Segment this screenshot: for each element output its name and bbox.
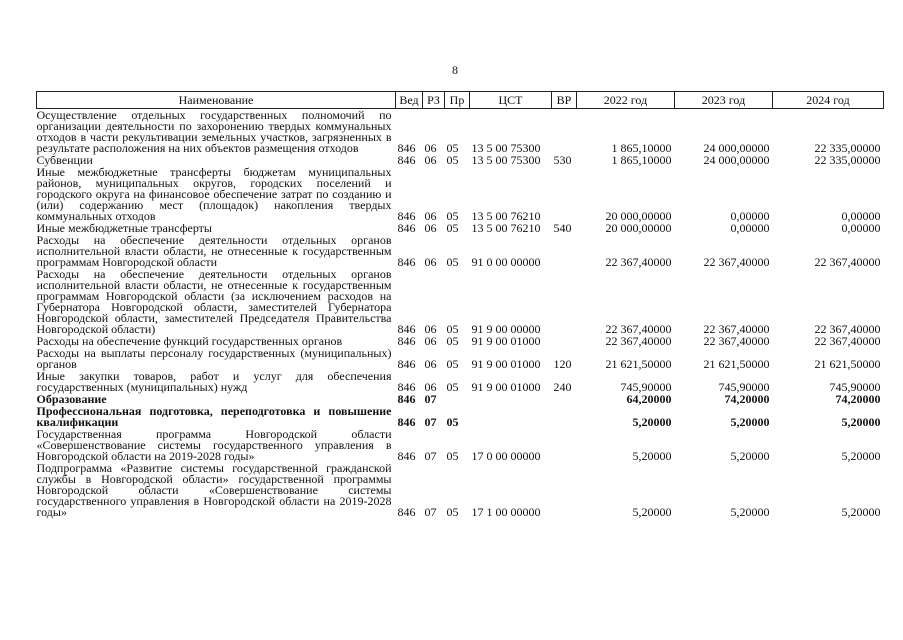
row-ved: 846 [397,505,416,519]
row-pr: 05 [446,209,459,223]
row-amount-2023: 24 000,00000 [703,153,770,167]
row-name: Иные закупки товаров, работ и услуг для обеспечения государственных (муниципальных) нужд [36,369,392,394]
table-body [37,109,884,519]
row-amount-2022: 20 000,00000 [605,209,672,223]
header-ved: Вед [396,92,423,109]
table-row [37,166,884,222]
header-pr: Пр [445,92,470,109]
row-vr [552,268,577,335]
row-ved: 846 [397,380,416,394]
row-vr: 240 [553,380,572,394]
row-name: Образование [36,392,107,406]
header-vr: ВР [552,92,577,109]
row-cst: 91 9 00 01000 [471,357,541,371]
table-row [37,109,884,155]
row-amount-2024: 5,20000 [841,505,881,519]
row-ved: 846 [397,415,416,429]
row-amount-2024: 22 335,00000 [814,153,881,167]
row-cst: 17 0 00 00000 [471,449,541,463]
row-vr [552,405,577,428]
row-pr: 05 [446,141,459,155]
row-amount-2022: 1 865,10000 [611,141,672,155]
row-cst: 91 9 00 01000 [471,380,541,394]
row-ved: 846 [397,153,416,167]
row-pr: 05 [446,380,459,394]
row-amount-2024: 5,20000 [841,449,881,463]
row-amount-2023: 745,90000 [718,380,770,394]
row-amount-2024: 22 367,40000 [814,255,881,269]
row-amount-2023: 5,20000 [730,449,770,463]
row-amount-2024: 22 367,40000 [814,334,881,348]
row-ved: 846 [397,334,416,348]
table-row [37,405,884,428]
row-rz: 07 [424,392,437,406]
row-amount-2022: 1 865,10000 [611,153,672,167]
row-pr: 05 [446,255,459,269]
row-name: Профессиональная подготовка, переподготовка и повышение квалификации [36,404,392,429]
row-cst: 13 5 00 76210 [471,209,541,223]
row-cst [470,393,552,405]
row-amount-2022: 20 000,00000 [605,221,672,235]
row-amount-2022: 5,20000 [632,415,672,429]
row-ved: 846 [397,221,416,235]
row-vr [552,166,577,222]
row-vr: 530 [553,153,572,167]
row-pr: 05 [446,322,459,336]
row-ved: 846 [397,209,416,223]
row-pr: 05 [446,153,459,167]
row-rz: 06 [424,322,437,336]
row-vr [552,462,577,518]
row-ved: 846 [397,141,416,155]
row-amount-2022: 5,20000 [632,449,672,463]
row-rz: 06 [424,255,437,269]
row-amount-2022: 64,20000 [626,392,672,406]
row-amount-2023: 22 367,40000 [703,255,770,269]
row-cst: 13 5 00 76210 [471,221,541,235]
row-name: Иные межбюджетные трансферты бюджетам муниципальных районов, муниципальных округов, городских поселений и городского округа на финансовое обеспечение затрат по созданию и (или) содержанию мест (площадок) накопления твердых коммунальных отходов [36,165,392,223]
budget-table [36,91,884,518]
row-vr: 540 [553,221,572,235]
row-vr [552,109,577,155]
row-amount-2023: 22 367,40000 [703,334,770,348]
row-pr: 05 [446,334,459,348]
header-rz: РЗ [423,92,445,109]
row-rz: 06 [424,221,437,235]
row-rz: 06 [424,153,437,167]
row-vr: 120 [553,357,572,371]
row-amount-2022: 22 367,40000 [605,334,672,348]
table-header [37,92,884,109]
row-ved: 846 [397,449,416,463]
row-pr: 05 [446,449,459,463]
row-cst [470,405,552,428]
row-cst: 13 5 00 75300 [471,153,541,167]
row-pr [445,393,470,405]
row-vr [552,234,577,268]
row-amount-2024: 22 335,00000 [814,141,881,155]
row-amount-2023: 24 000,00000 [703,141,770,155]
header-2022: 2022 год [577,92,675,109]
row-name: Расходы на обеспечение функций государственных органов [36,334,343,348]
table-row [37,268,884,335]
row-rz: 06 [424,334,437,348]
row-amount-2023: 21 621,50000 [703,357,770,371]
row-name: Иные межбюджетные трансферты [36,221,212,235]
table-row [37,462,884,518]
row-amount-2022: 22 367,40000 [605,322,672,336]
row-amount-2024: 0,00000 [841,209,881,223]
row-pr: 05 [446,357,459,371]
header-name: Наименование [37,92,396,109]
row-rz: 07 [424,449,437,463]
row-amount-2023: 5,20000 [730,505,770,519]
row-name: Расходы на выплаты персоналу государственных (муниципальных) органов [36,346,392,371]
row-amount-2022: 745,90000 [620,380,672,394]
row-name: Государственная программа Новгородской области «Совершенствование системы государственного управления в Новгородской области на 2019-2028 годы» [36,427,392,463]
row-amount-2024: 5,20000 [841,415,881,429]
row-rz: 07 [424,415,437,429]
row-vr [552,393,577,405]
row-pr: 05 [446,221,459,235]
row-cst: 17 1 00 00000 [471,505,541,519]
row-amount-2024: 22 367,40000 [814,322,881,336]
row-pr: 05 [446,415,459,429]
row-name: Расходы на обеспечение деятельности отдельных органов исполнительной власти области, не отнесенные к государственным программам Новгородской области (за исключением расходов на Губернатора Новгородской области, заместителей Губернатора Новгородской области, заместителей Председателя Правительства Новгородской области) [36,267,392,336]
row-ved: 846 [397,322,416,336]
row-amount-2023: 0,00000 [730,221,770,235]
row-amount-2024: 74,20000 [835,392,881,406]
row-ved: 846 [397,255,416,269]
row-amount-2022: 21 621,50000 [605,357,672,371]
row-amount-2023: 0,00000 [730,209,770,223]
row-amount-2024: 745,90000 [829,380,881,394]
row-ved: 846 [397,392,416,406]
row-cst: 91 9 00 00000 [471,322,541,336]
row-rz: 06 [424,209,437,223]
row-amount-2023: 22 367,40000 [703,322,770,336]
row-name: Расходы на обеспечение деятельности отдельных органов исполнительной власти области, не отнесенные к государственным программам Новгородской области [36,233,392,269]
row-name: Подпрограмма «Развитие системы государственной гражданской службы в Новгородской области» государственной программы Новгородской области «Совершенствование системы государственного управления в Новгородской области на 2019-2028 годы» [36,461,392,519]
row-name: Осуществление отдельных государственных полномочий по организации деятельности по захоронению твердых коммунальных отходов в части рекультивации земельных участков, загрязненных в результате расположения на них объектов размещения отходов [36,108,392,155]
row-rz: 06 [424,141,437,155]
row-rz: 07 [424,505,437,519]
row-vr [552,335,577,347]
row-cst: 13 5 00 75300 [471,141,541,155]
page-number: 8 [452,63,458,77]
header-2023: 2023 год [675,92,773,109]
row-amount-2023: 5,20000 [730,415,770,429]
table-row [37,370,884,393]
row-amount-2024: 21 621,50000 [814,357,881,371]
row-name: Субвенции [36,153,93,167]
row-ved: 846 [397,357,416,371]
row-amount-2023: 74,20000 [724,392,770,406]
row-cst: 91 0 00 00000 [471,255,541,269]
row-rz: 06 [424,380,437,394]
row-amount-2022: 22 367,40000 [605,255,672,269]
row-vr [552,428,577,462]
row-amount-2022: 5,20000 [632,505,672,519]
row-rz: 06 [424,357,437,371]
table-row [37,428,884,462]
table-row [37,234,884,268]
header-2024: 2024 год [773,92,884,109]
row-amount-2024: 0,00000 [841,221,881,235]
row-pr: 05 [446,505,459,519]
row-cst: 91 9 00 01000 [471,334,541,348]
table-row [37,347,884,370]
header-cst: ЦСТ [470,92,552,109]
